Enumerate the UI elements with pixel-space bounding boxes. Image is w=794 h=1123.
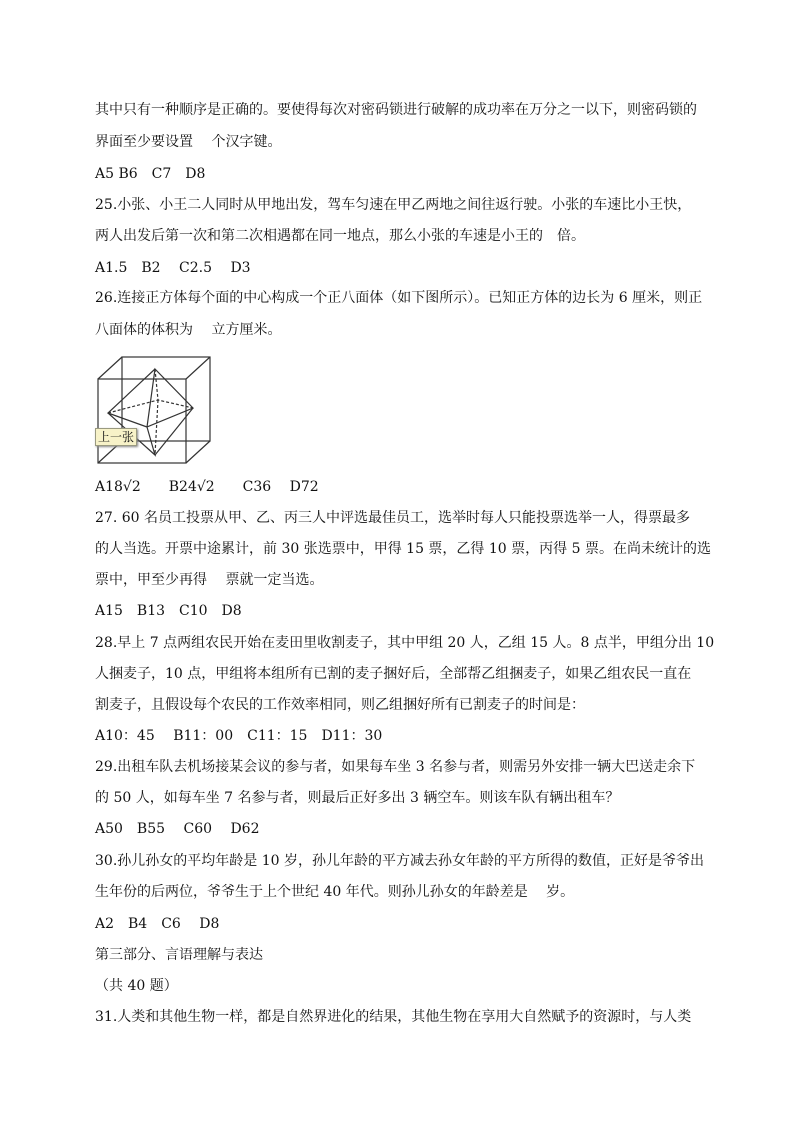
text-line: 第三部分、言语理解与表达 <box>95 947 263 963</box>
text-line: 26.连接正方体每个面的中心构成一个正八面体（如下图所示）。已知正方体的边长为 6 厘米，则正 <box>95 290 703 306</box>
previous-image-button[interactable]: 上一张 <box>95 428 137 446</box>
text-line: 31.人类和其他生物一样，都是自然界进化的结果，其他生物在享用大自然赋予的资源时，与人类 <box>95 1009 692 1025</box>
text-line: 其中只有一种顺序是正确的。要使得每次对密码锁进行破解的成功率在万分之一以下，则密码锁的 <box>95 102 697 118</box>
text-line: 票中，甲至少再得 票就一定当选。 <box>95 572 324 588</box>
text-line: 界面至少要设置 个汉字键。 <box>95 134 282 150</box>
text-line: 30.孙儿孙女的平均年龄是 10 岁，孙儿年龄的平方减去孙女年龄的平方所得的数值，正好是爷爷出 <box>95 853 704 869</box>
text-line: 两人出发后第一次和第二次相遇都在同一地点，那么小张的车速是小王的 倍。 <box>95 228 585 244</box>
text-line: 的人当选。开票中途累计，前 30 张选票中，甲得 15 票，乙得 10 票，丙得 5 票。在尚未统计的选 <box>95 541 711 557</box>
text-line: 27. 60 名员工投票从甲、乙、丙三人中评选最佳员工，选举时每人只能投票选举一人，得票最多 <box>95 510 690 526</box>
answer-options: A1.5 B2 C2.5 D3 <box>95 260 251 276</box>
text-line: 八面体的体积为 立方厘米。 <box>95 322 282 338</box>
answer-options: A10：45 B11：00 C11：15 D11：30 <box>95 728 383 744</box>
text-line: 28.早上 7 点两组农民开始在麦田里收割麦子，其中甲组 20 人，乙组 15 人。8 点半，甲组分出 10 <box>95 635 715 651</box>
answer-options: A50 B55 C60 D62 <box>95 821 260 837</box>
answer-options: A15 B13 C10 D8 <box>95 603 242 619</box>
text-line: 人捆麦子，10 点，甲组将本组所有已割的麦子捆好后，全部帮乙组捆麦子，如果乙组农民一直在 <box>95 666 692 682</box>
cube-octahedron-figure <box>95 355 213 467</box>
text-line: 生年份的后两位，爷爷生于上个世纪 40 年代。则孙儿孙女的年龄差是 岁。 <box>95 884 575 900</box>
text-line: 29.出租车队去机场接某会议的参与者，如果每车坐 3 名参与者，则需另外安排一辆大巴送走余下 <box>95 759 696 775</box>
text-line: （共 40 题） <box>95 978 178 994</box>
text-line: 25.小张、小王二人同时从甲地出发，驾车匀速在甲乙两地之间往返行驶。小张的车速比小王快， <box>95 197 692 213</box>
answer-options: A2 B4 C6 D8 <box>95 916 220 932</box>
answer-options: A18√2 B24√2 C36 D72 <box>95 479 319 495</box>
answer-options: A5 B6 C7 D8 <box>95 166 206 182</box>
text-line: 割麦子，且假设每个农民的工作效率相同，则乙组捆好所有已割麦子的时间是： <box>95 697 585 713</box>
text-line: 的 50 人，如每车坐 7 名参与者，则最后正好多出 3 辆空车。则该车队有辆出租车？ <box>95 790 620 806</box>
